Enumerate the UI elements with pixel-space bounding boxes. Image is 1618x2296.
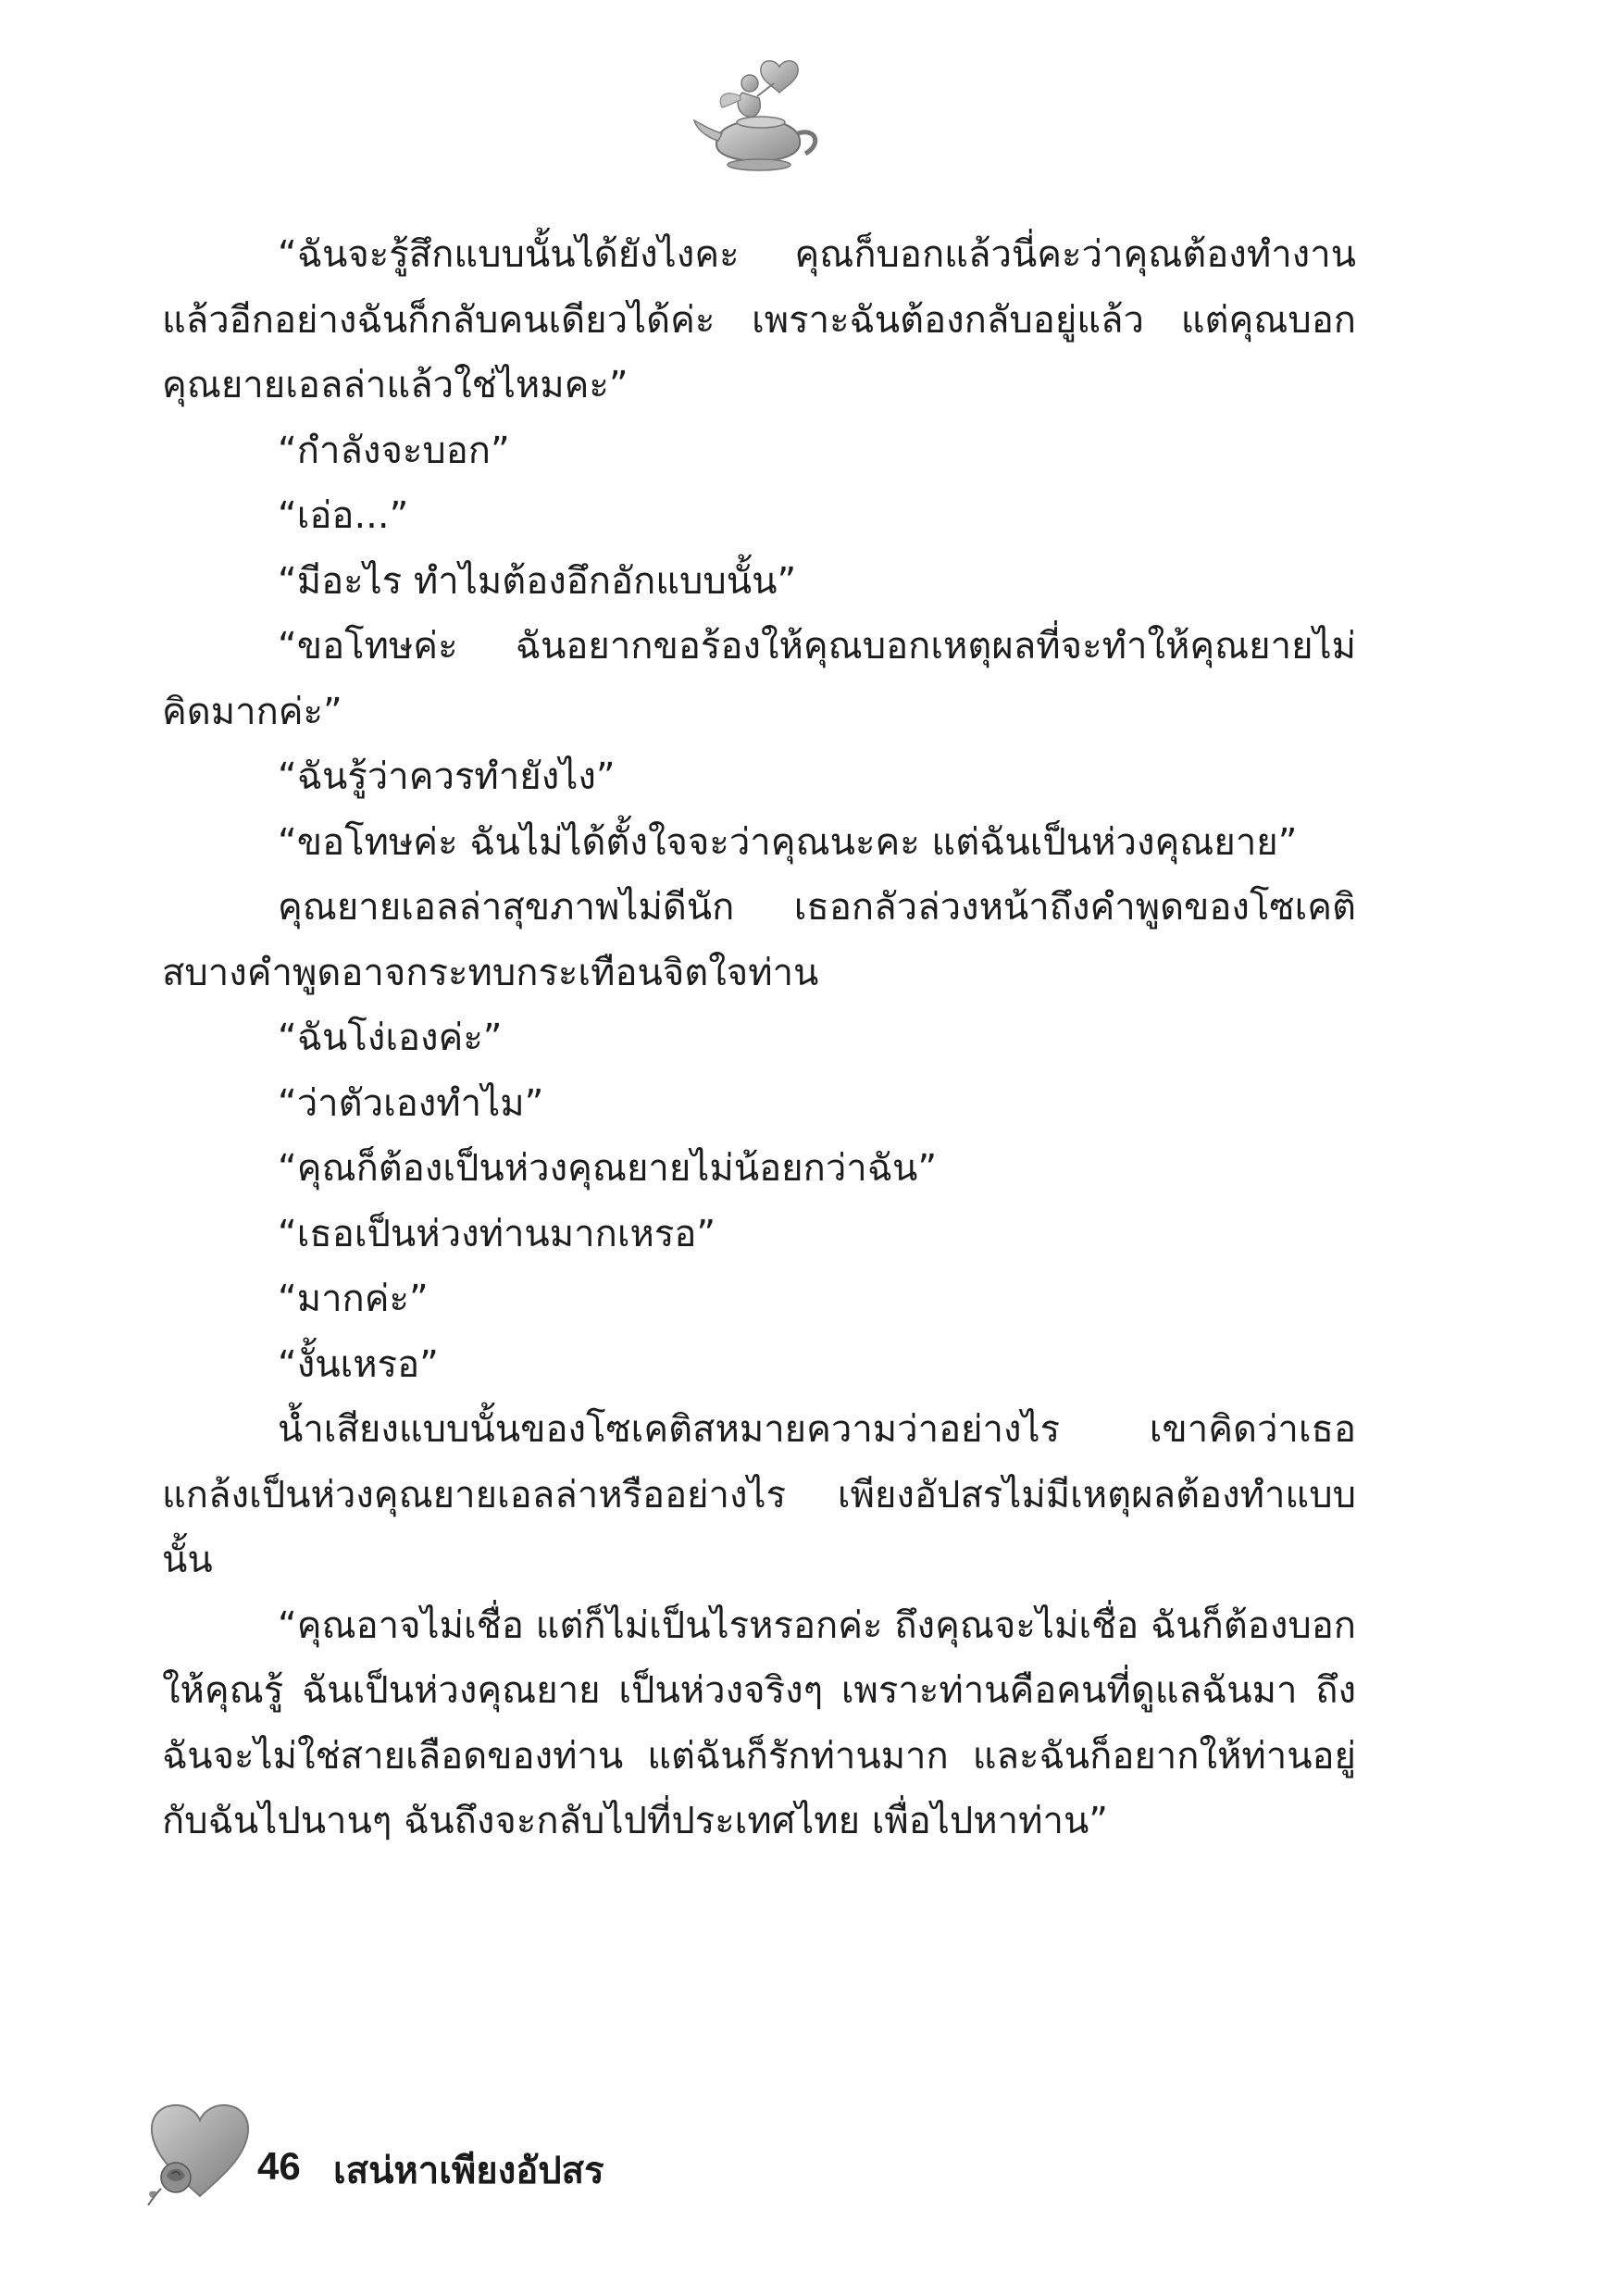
paragraph: “ขอโทษค่ะ ฉันอยากขอร้องให้คุณบอกเหตุผลที่จะทำให้คุณยายไม่คิดมากค่ะ”: [162, 625, 1356, 733]
book-title: เสน่หาเพียงอัปสร: [333, 2150, 604, 2192]
paragraph: “คุณก็ต้องเป็นห่วงคุณยายไม่น้อยกว่าฉัน”: [278, 1147, 938, 1190]
paragraph: “ฉันโง่เองค่ะ”: [278, 1017, 503, 1059]
teapot-cupid-ornament-icon: [689, 56, 828, 176]
paragraph: “เอ่อ...”: [278, 494, 409, 537]
paragraph: “มีอะไร ทำไมต้องอึกอักแบบนั้น”: [278, 559, 797, 603]
paragraph: น้ำเสียงแบบนั้นของโซเคติสหมายความว่าอย่างไร เขาคิดว่าเธอแกล้งเป็นห่วงคุณยายเอลล่าหรืออย่างไร เพียงอัปสรไม่มีเหตุผลต้องทำแบบนั้น: [162, 1408, 1356, 1581]
page-number: 46: [257, 2144, 301, 2188]
paragraph: “ฉันจะรู้สึกแบบนั้นได้ยังไงคะ คุณก็บอกแล้วนี่คะว่าคุณต้องทำงาน แล้วอีกอย่างฉันก็กลับคนเดียวได้ค่ะ เพราะฉันต้องกลับอยู่แล้ว แต่คุณบอกคุณยายเอลล่าแล้วใช่ไหมคะ”: [162, 233, 1356, 406]
paragraph: “คุณอาจไม่เชื่อ แต่ก็ไม่เป็นไรหรอกค่ะ ถึงคุณจะไม่เชื่อ ฉันก็ต้องบอกให้คุณรู้ ฉันเป็นห่วงคุณยาย เป็นห่วงจริงๆ เพราะท่านคือคนที่ดูแลฉันมา ถึงฉันจะไม่ใช่สายเลือดของท่าน แต่ฉันก็รักท่านมาก และฉันก็อยากให้ท่านอยู่กับฉันไปนานๆ ฉันถึงจะกลับไปที่ประเทศไทย เพื่อไปหาท่าน”: [162, 1603, 1356, 1842]
paragraph: “งั้นเหรอ”: [278, 1342, 439, 1386]
paragraph: คุณยายเอลล่าสุขภาพไม่ดีนัก เธอกลัวล่วงหน้าถึงคำพูดของโซเคติสบางคำพูดอาจกระทบกระเทือนจิตใจท่าน: [162, 886, 1356, 994]
paragraph: “ฉันรู้ว่าควรทำยังไง”: [278, 755, 616, 798]
paragraph: “เธอเป็นห่วงท่านมากเหรอ”: [278, 1212, 716, 1255]
page-footer: [139, 2092, 972, 2222]
paragraph: “ว่าตัวเองทำไม”: [278, 1081, 544, 1125]
paragraph: “ขอโทษค่ะ ฉันไม่ได้ตั้งใจจะว่าคุณนะคะ แต่ฉันเป็นห่วงคุณยาย”: [278, 820, 1298, 864]
heart-rose-ornament-icon: [139, 2092, 259, 2213]
body-text: [162, 222, 1356, 1854]
paragraph: “กำลังจะบอก”: [278, 429, 510, 472]
paragraph: “มากค่ะ”: [278, 1278, 429, 1320]
